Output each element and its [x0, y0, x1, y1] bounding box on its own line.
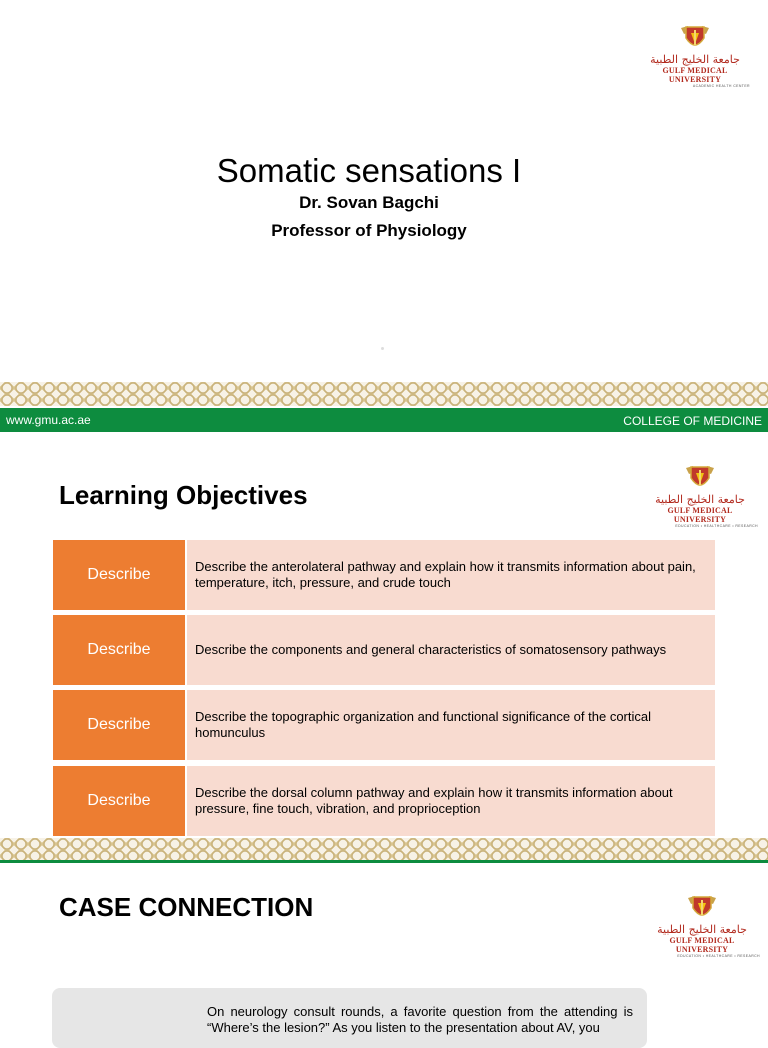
case-text: On neurology consult rounds, a favorite question from the attending is “Where’s the lesion?” As you listen to the presentation about AV, you [207, 1004, 633, 1035]
slide-title: Somatic sensations I [216, 152, 522, 189]
objective-label: Describe [53, 615, 185, 685]
decorative-dot [381, 347, 384, 350]
objective-label: Describe [53, 690, 185, 760]
decorative-pattern-band [0, 382, 768, 406]
university-logo [642, 464, 758, 529]
logo-arabic: جامعة الخليج الطبية [650, 53, 740, 66]
logo-tagline: EDUCATION • HEALTHCARE • RESEARCH [675, 524, 758, 528]
decorative-pattern-band [0, 838, 768, 860]
university-logo [644, 894, 760, 959]
objective-text: Describe the topographic organization and functional significance of the cortical homunculus [187, 690, 715, 760]
university-logo [640, 24, 750, 89]
website-link[interactable]: www.gmu.ac.ae [6, 413, 91, 427]
crest-icon [678, 24, 712, 54]
objective-label: Describe [53, 766, 185, 836]
crest-icon [684, 894, 720, 924]
logo-tagline: EDUCATION • HEALTHCARE • RESEARCH [677, 954, 760, 958]
logo-tagline: ACADEMIC HEALTH CENTER [692, 84, 750, 88]
objective-row [53, 615, 715, 685]
case-slide [0, 866, 768, 1035]
logo-university-name: GULF MEDICAL UNIVERSITY [667, 506, 733, 524]
objective-text: Describe the dorsal column pathway and explain how it transmits information about pressure, fine touch, vibration, and proprioception [187, 766, 715, 836]
objective-text: Describe the anterolateral pathway and explain how it transmits information about pain, temperature, itch, pressure, and crude touch [187, 540, 715, 610]
title-slide [0, 0, 768, 432]
objective-label: Describe [53, 540, 185, 610]
footer-bar [0, 408, 768, 432]
author-name: Dr. Sovan Bagchi [299, 193, 439, 212]
objective-row [53, 690, 715, 760]
logo-university-name: GULF MEDICAL UNIVERSITY [662, 66, 728, 84]
logo-arabic: جامعة الخليج الطبية [655, 493, 745, 506]
college-name: COLLEGE OF MEDICINE [623, 414, 762, 428]
objective-row [53, 766, 715, 836]
objectives-slide [0, 446, 768, 866]
case-text-box [52, 988, 647, 1048]
logo-university-name: GULF MEDICAL UNIVERSITY [669, 936, 735, 954]
slide-heading: Learning Objectives [59, 480, 308, 510]
logo-arabic: جامعة الخليج الطبية [657, 923, 747, 936]
slide-heading: CASE CONNECTION [59, 892, 314, 922]
author-role: Professor of Physiology [271, 221, 467, 240]
objective-row [53, 540, 715, 610]
footer-line [0, 860, 768, 863]
objective-text: Describe the components and general characteristics of somatosensory pathways [187, 615, 715, 685]
crest-icon [682, 464, 718, 494]
